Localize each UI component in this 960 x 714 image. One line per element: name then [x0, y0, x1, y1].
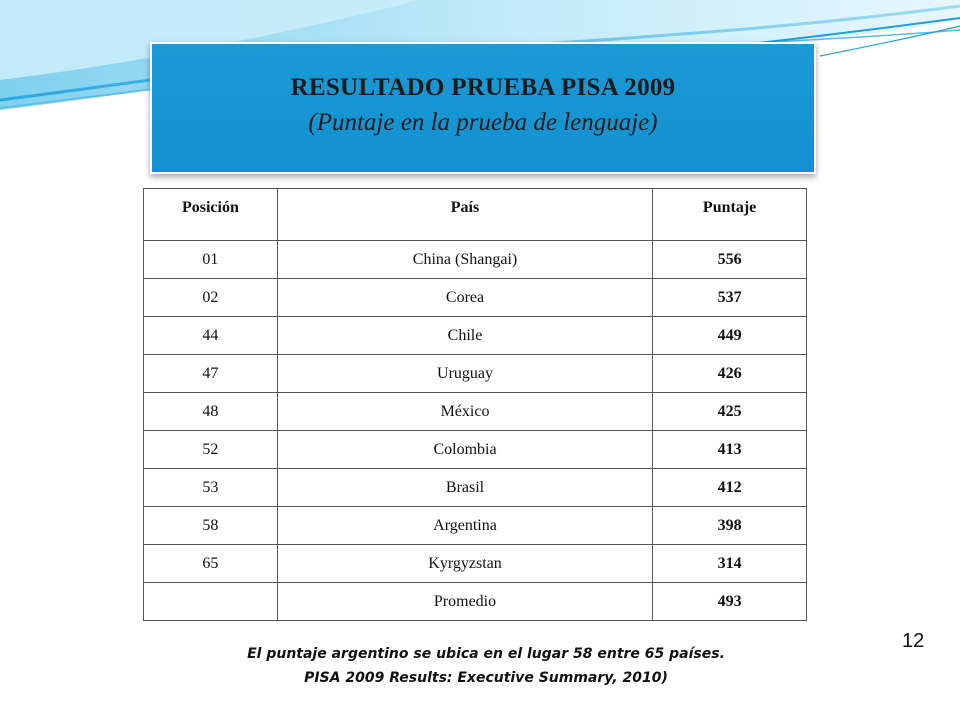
cell-posicion: 02: [144, 279, 278, 317]
header-pais: País: [277, 189, 652, 241]
table-row: [144, 317, 807, 355]
cell-pais: Chile: [277, 317, 652, 355]
cell-pais: Brasil: [277, 469, 652, 507]
header-puntaje: Puntaje: [653, 189, 807, 241]
table-row: [144, 279, 807, 317]
cell-puntaje: 493: [653, 583, 807, 621]
table-row: [144, 469, 807, 507]
cell-posicion: 65: [144, 545, 278, 583]
page-subtitle: (Puntaje en la prueba de lenguaje): [308, 109, 658, 136]
table-row: [144, 355, 807, 393]
results-table: [143, 188, 807, 621]
cell-posicion: 47: [144, 355, 278, 393]
cell-posicion: 48: [144, 393, 278, 431]
cell-puntaje: 449: [653, 317, 807, 355]
cell-puntaje: 425: [653, 393, 807, 431]
cell-posicion: 58: [144, 507, 278, 545]
cell-posicion: [144, 583, 278, 621]
cell-posicion: 01: [144, 241, 278, 279]
cell-puntaje: 556: [653, 241, 807, 279]
cell-puntaje: 398: [653, 507, 807, 545]
cell-pais: México: [277, 393, 652, 431]
source-note-line2: PISA 2009 Results: Executive Summary, 2010): [304, 670, 668, 686]
cell-puntaje: 537: [653, 279, 807, 317]
cell-posicion: 52: [144, 431, 278, 469]
table-row: [144, 393, 807, 431]
cell-pais: Argentina: [277, 507, 652, 545]
header-posicion: Posición: [144, 189, 278, 241]
cell-puntaje: 314: [653, 545, 807, 583]
cell-puntaje: 412: [653, 469, 807, 507]
cell-puntaje: 426: [653, 355, 807, 393]
table-row-average: [144, 583, 807, 621]
cell-pais: China (Shangai): [277, 241, 652, 279]
cell-pais: Colombia: [277, 431, 652, 469]
source-note: [150, 634, 822, 694]
table-row: [144, 545, 807, 583]
cell-posicion: 53: [144, 469, 278, 507]
cell-posicion: 44: [144, 317, 278, 355]
page-number: 12: [902, 630, 925, 652]
page-title: RESULTADO PRUEBA PISA 2009: [290, 74, 676, 101]
cell-pais: Corea: [277, 279, 652, 317]
table-row: [144, 431, 807, 469]
table-header-row: [144, 189, 807, 241]
table-row: [144, 241, 807, 279]
source-note-line1: El puntaje argentino se ubica en el lugar 58 entre 65 países.: [247, 646, 725, 662]
cell-pais: Uruguay: [277, 355, 652, 393]
cell-pais: Kyrgyzstan: [277, 545, 652, 583]
title-box: [150, 42, 816, 174]
cell-puntaje: 413: [653, 431, 807, 469]
table-row: [144, 507, 807, 545]
cell-pais: Promedio: [277, 583, 652, 621]
